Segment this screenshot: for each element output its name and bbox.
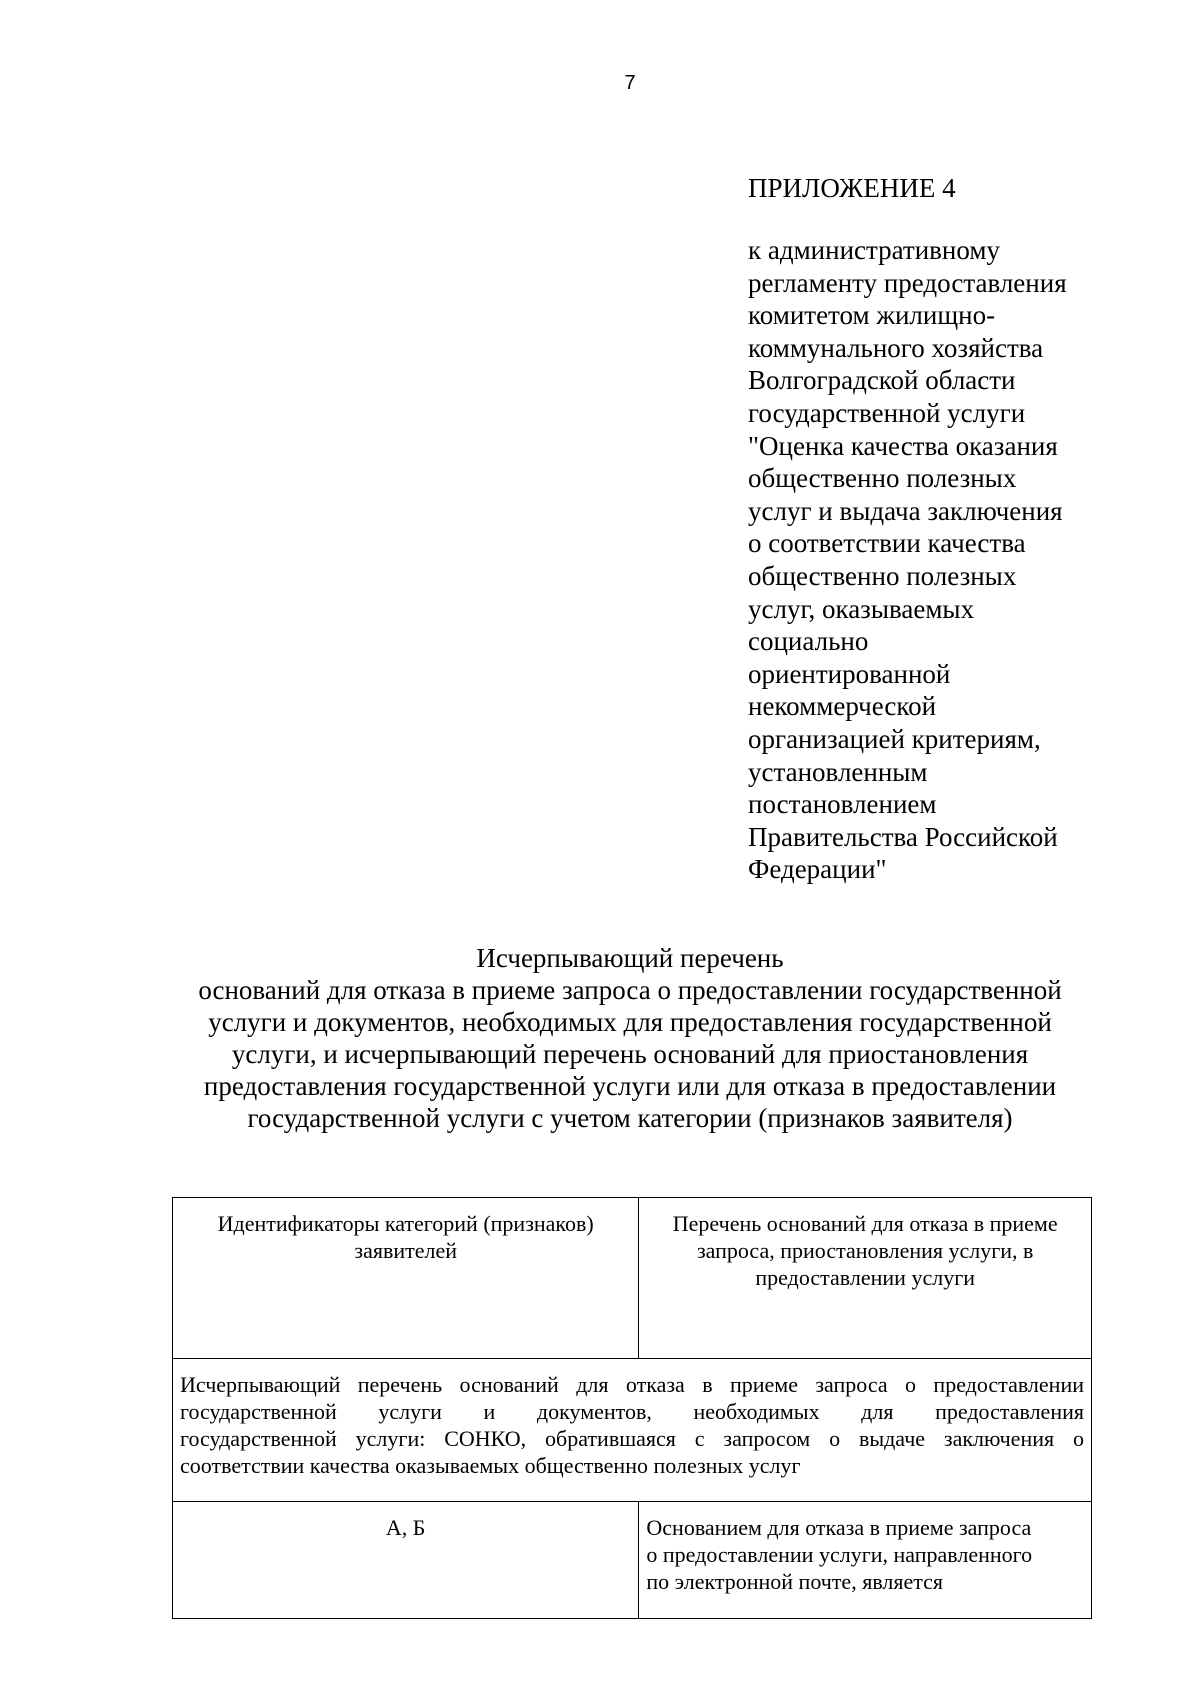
section-line: государственной услуги и документов, необходимых для предоставления [180,1399,1084,1424]
heading-line: государственной услуги с учетом категории (признаков заявителя) [247,1103,1013,1133]
header-line: Идентификаторы категорий (признаков) [217,1211,594,1236]
section-line: Исчерпывающий перечень оснований для отказа в приеме запроса о предоставлении [180,1372,1084,1397]
grounds-line: Основанием для отказа в приеме запроса [646,1515,1032,1540]
appendix-line: государственной услуги [748,397,1026,428]
header-line: Перечень оснований для отказа в приеме [672,1211,1058,1236]
appendix-line: установленным [748,756,928,787]
table-section-row [173,1359,1092,1502]
table-row [173,1502,1092,1619]
header-line: предоставлении услуги [755,1265,975,1290]
appendix-line: комитетом жилищно- [748,300,996,331]
category-identifier-cell: А, Б [173,1502,639,1619]
header-cell-identifiers [173,1198,639,1359]
appendix-text [748,234,1128,886]
heading-line: услуги, и исчерпывающий перечень оснований для приостановления [231,1039,1029,1069]
heading-line: предоставления государственной услуги или для отказа в предоставлении [203,1071,1057,1101]
grounds-line: по электронной почте, является [646,1569,944,1594]
header-cell-grounds [639,1198,1092,1359]
page-number: 7 [624,72,636,94]
appendix-line: общественно полезных [748,560,1017,591]
appendix-line: коммунального хозяйства [748,332,1044,363]
appendix-line: Федерации" [748,854,887,885]
appendix-line: постановлением [748,789,937,820]
heading-line: оснований для отказа в приеме запроса о предоставлении государственной [198,975,1062,1005]
document-heading [160,942,1100,1134]
appendix-title: ПРИЛОЖЕНИЕ 4 [748,173,956,203]
appendix-line: регламенту предоставления [748,267,1067,298]
appendix-line: услуг, оказываемых [748,593,975,624]
appendix-line: социально [748,626,869,657]
heading-line: Исчерпывающий перечень [476,943,784,973]
appendix-line: некоммерческой [748,691,937,722]
header-line: заявителей [354,1238,458,1263]
table-header-row [173,1198,1092,1359]
header-line: запроса, приостановления услуги, в [696,1238,1034,1263]
appendix-line: общественно полезных [748,463,1017,494]
appendix-line: о соответствии качества [748,528,1026,559]
appendix-line: организацией критериям, [748,723,1041,754]
appendix-line: ориентированной [748,658,951,689]
grounds-table [172,1197,1092,1619]
heading-line: услуги и документов, необходимых для предоставления государственной [208,1007,1052,1037]
appendix-line: "Оценка качества оказания [748,430,1058,461]
appendix-line: к административному [748,235,1000,265]
section-cell [173,1359,1092,1502]
grounds-line: о предоставлении услуги, направленного [646,1542,1033,1567]
section-line: соответствии качества оказываемых общественно полезных услуг [180,1453,801,1478]
appendix-line: услуг и выдача заключения [748,495,1063,526]
appendix-line: Волгоградской области [748,365,1016,396]
appendix-line: Правительства Российской [748,821,1058,852]
appendix-block [748,170,1128,886]
grounds-cell [639,1502,1092,1619]
section-line: государственной услуги: СОНКО, обратившаяся с запросом о выдаче заключения о [180,1426,1084,1451]
